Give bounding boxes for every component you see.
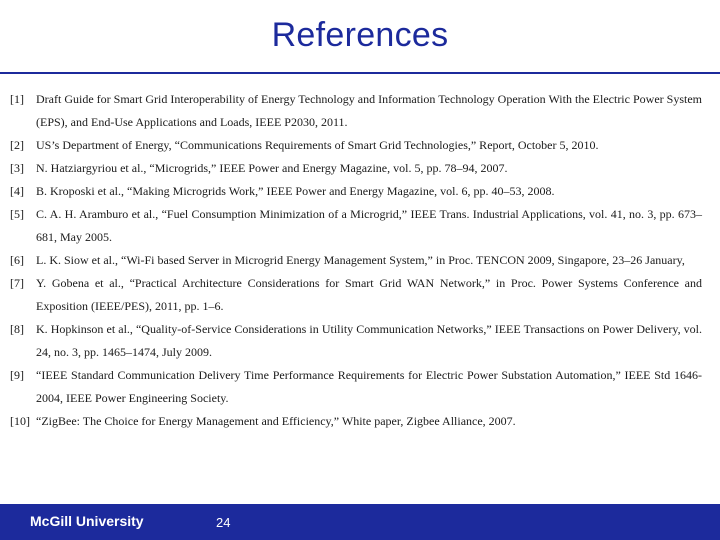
reference-text: C. A. H. Aramburo et al., “Fuel Consumption Minimization of a Microgrid,” IEEE Trans. Industrial Applications, vol. 41, no. 3, pp. 673–681, May 2005. (36, 207, 702, 244)
reference-text: Y. Gobena et al., “Practical Architecture Considerations for Smart Grid WAN Network,” in Proc. Power Systems Conference and Exposition (IEEE/PES), 2011, pp. 1–6. (36, 276, 702, 313)
reference-item (10, 249, 702, 272)
reference-item (10, 203, 702, 249)
reference-number: [10] (10, 414, 30, 428)
reference-text: US’s Department of Energy, “Communications Requirements of Smart Grid Technologies,” Report, October 5, 2010. (36, 138, 599, 152)
reference-text: Draft Guide for Smart Grid Interoperability of Energy Technology and Information Technology Operation With the Electric Power System (EPS), and End-Use Applications and Loads, IEEE P2030, 2011. (36, 92, 702, 129)
reference-text: B. Kroposki et al., “Making Microgrids Work,” IEEE Power and Energy Magazine, vol. 6, pp. 40–53, 2008. (36, 184, 555, 198)
reference-item (10, 364, 702, 410)
reference-item (10, 88, 702, 134)
reference-number: [6] (10, 253, 24, 267)
reference-list (10, 88, 702, 433)
reference-item (10, 134, 702, 157)
page-number: 24 (216, 515, 231, 530)
reference-number: [1] (10, 92, 24, 106)
reference-text: K. Hopkinson et al., “Quality-of-Service Considerations in Utility Communication Networks,” IEEE Transactions on Power Delivery, vol. 24, no. 3, pp. 1465–1474, July 2009. (36, 322, 702, 359)
reference-text: L. K. Siow et al., “Wi-Fi based Server in Microgrid Energy Management System,” in Proc. TENCON 2009, Singapore, 23–26 January, (36, 253, 685, 267)
reference-text: “IEEE Standard Communication Delivery Time Performance Requirements for Electric Power Substation Automation,” IEEE Std 1646-2004, IEEE Power Engineering Society. (36, 368, 702, 405)
reference-number: [9] (10, 368, 24, 382)
reference-item (10, 272, 702, 318)
reference-number: [2] (10, 138, 24, 152)
reference-item (10, 157, 702, 180)
reference-text: “ZigBee: The Choice for Energy Management and Efficiency,” White paper, Zigbee Alliance, 2007. (36, 414, 516, 428)
reference-number: [4] (10, 184, 24, 198)
reference-number: [8] (10, 322, 24, 336)
slide-title: References (271, 16, 449, 54)
reference-number: [7] (10, 276, 24, 290)
title-divider (0, 72, 720, 74)
reference-item (10, 180, 702, 203)
reference-number: [3] (10, 161, 24, 175)
reference-item (10, 410, 702, 433)
footer-organization: McGill University (30, 513, 144, 529)
reference-number: [5] (10, 207, 24, 221)
footer-bar (0, 504, 720, 540)
reference-text: N. Hatziargyriou et al., “Microgrids,” IEEE Power and Energy Magazine, vol. 5, pp. 78–94, 2007. (36, 161, 508, 175)
reference-item (10, 318, 702, 364)
